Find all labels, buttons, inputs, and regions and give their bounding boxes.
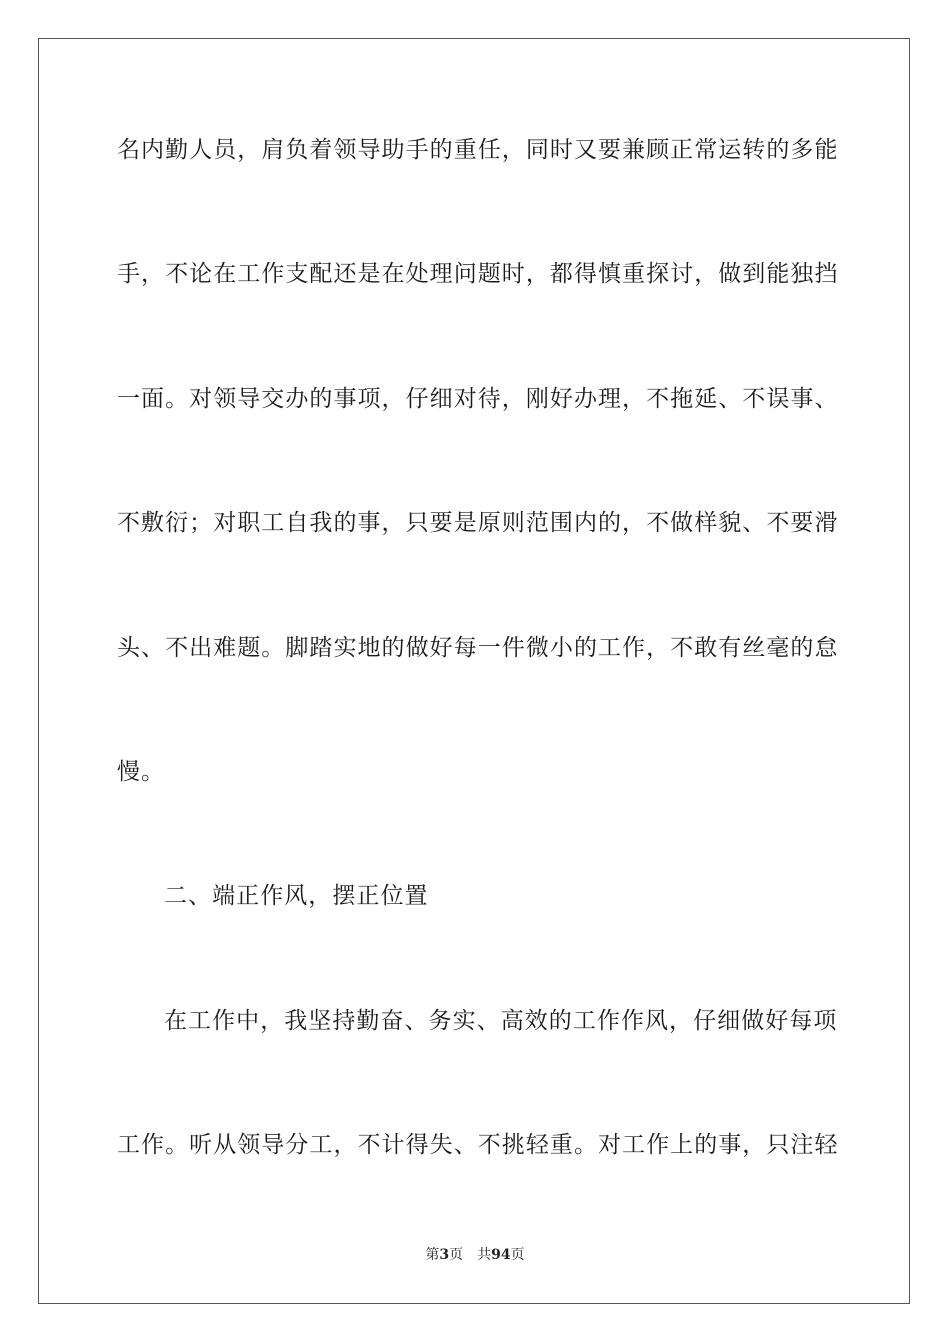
total-pages: 94 <box>491 1247 511 1263</box>
page-footer <box>0 1246 950 1264</box>
footer-mid: 页 共 <box>449 1247 492 1263</box>
paragraph-line: 在工作中，我坚持勤奋、务实、高效的工作作风，仔细做好每项 <box>164 1008 838 1034</box>
page-number: 3 <box>439 1247 450 1263</box>
paragraph-line: 头、不出难题。脚踏实地的做好每一件微小的工作，不敢有丝毫的怠 <box>117 635 839 661</box>
page-border <box>38 38 910 1304</box>
paragraph-line: 一面。对领导交办的事项，仔细对待，刚好办理，不拖延、不误事、 <box>117 386 839 412</box>
section-heading: 二、端正作风，摆正位置 <box>164 883 429 909</box>
paragraph-line: 工作。听从领导分工，不计得失、不挑轻重。对工作上的事，只注轻 <box>117 1132 839 1158</box>
paragraph-line: 手，不论在工作支配还是在处理问题时，都得慎重探讨，做到能独挡 <box>117 261 839 287</box>
paragraph-line: 名内勤人员，肩负着领导助手的重任，同时又要兼顾正常运转的多能 <box>117 137 839 163</box>
footer-suffix: 页 <box>510 1247 525 1263</box>
footer-prefix: 第 <box>425 1247 440 1263</box>
paragraph-line: 不敷衍；对职工自我的事，只要是原则范围内的，不做样貌、不要滑 <box>117 510 839 536</box>
paragraph-line: 慢。 <box>117 759 166 785</box>
